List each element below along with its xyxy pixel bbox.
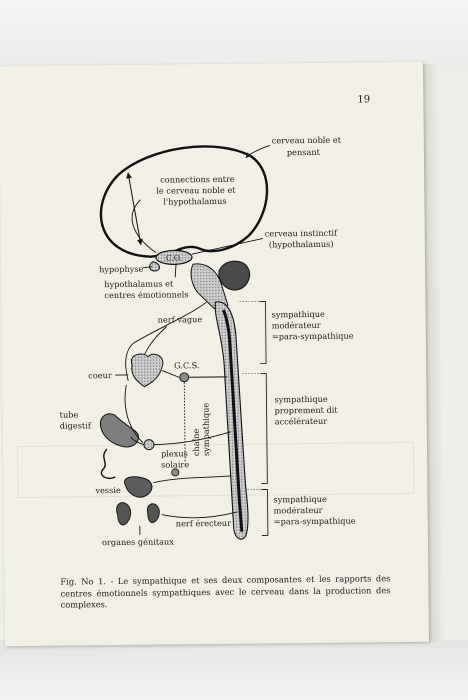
label-gcs: G.C.S. bbox=[174, 360, 200, 371]
label-tube-2: digestif bbox=[59, 420, 91, 431]
background-top bbox=[0, 0, 468, 70]
gcs-ganglion bbox=[180, 373, 189, 382]
caption-prefix: Fig. No 1. bbox=[60, 576, 107, 587]
solar-plexus bbox=[144, 440, 154, 450]
arrow-connections bbox=[128, 173, 141, 245]
label-organes: organes génitaux bbox=[101, 536, 174, 548]
heart-shape bbox=[131, 354, 163, 387]
genital-organ-1 bbox=[116, 502, 130, 525]
figure-caption bbox=[60, 573, 390, 611]
bracket-parasympathetic-bottom bbox=[261, 489, 267, 535]
label-symp-mod-top-2: modérateur bbox=[271, 319, 321, 331]
label-coeur: coeur bbox=[88, 370, 112, 381]
page-number: 19 bbox=[357, 94, 371, 106]
bracket-sympathetic bbox=[260, 373, 267, 483]
label-plexus-1: plexus bbox=[160, 448, 188, 459]
pointer-hypothalamus bbox=[175, 263, 176, 277]
label-symp-mod-bottom-3: =para-sympathique bbox=[273, 515, 356, 527]
label-tube-1: tube bbox=[59, 409, 79, 420]
background-bottom bbox=[0, 640, 468, 700]
label-co: C.O. bbox=[165, 253, 182, 263]
label-connections-3: l'hypothalamus bbox=[163, 195, 227, 207]
label-cerveau-instinctif-2: (hypothalamus) bbox=[268, 238, 334, 250]
caption-text: - Le sympathique et ses deux composantes et les rapports des centres émotionnels sympathiques avec le cerveau dans la production des complexes. bbox=[60, 573, 391, 610]
label-symp-prop-3: accélérateur bbox=[274, 415, 328, 427]
cord-to-bladder bbox=[153, 476, 231, 483]
label-nerf-erecteur: nerf érecteur bbox=[175, 517, 232, 529]
label-plexus-2: solaire bbox=[161, 459, 190, 470]
book-page bbox=[0, 62, 429, 646]
hypophysis-shape bbox=[150, 262, 160, 271]
pointer-co bbox=[192, 238, 263, 254]
label-symp-mod-bottom-2: modérateur bbox=[273, 504, 323, 516]
label-cerveau-noble-2: pensant bbox=[286, 146, 320, 158]
label-hypophyse: hypophyse bbox=[99, 263, 144, 275]
spinal-cord-shape bbox=[215, 301, 248, 539]
label-vessie: vessie bbox=[95, 484, 121, 496]
bladder-shape bbox=[124, 477, 152, 498]
brain-inner-line bbox=[132, 200, 156, 253]
label-hypothalamus-1: hypothalamus et bbox=[104, 278, 174, 290]
label-symp-mod-top-1: sympathique bbox=[271, 308, 325, 320]
gcs-to-heart bbox=[162, 370, 179, 377]
label-symp-mod-top-3: =para-sympathique bbox=[271, 330, 354, 342]
label-hypothalamus-2: centres émotionnels bbox=[104, 289, 189, 301]
bracket-parasympathetic-top bbox=[259, 301, 266, 363]
label-connections-2: le cerveau noble et bbox=[156, 184, 236, 196]
label-symp-prop-1: sympathique bbox=[274, 393, 328, 405]
label-chaine-1: chaîne bbox=[190, 428, 202, 457]
cerebellum-shape bbox=[219, 261, 250, 290]
label-cerveau-instinctif-1: cerveau instinctif bbox=[264, 227, 338, 239]
label-nerf-vague: nerf vague bbox=[157, 314, 203, 325]
nervous-system-diagram bbox=[0, 62, 429, 646]
label-symp-prop-2: proprement dit bbox=[274, 404, 338, 416]
label-cerveau-noble-1: cerveau noble et bbox=[271, 134, 342, 146]
label-chaine-2: sympathique bbox=[200, 402, 212, 457]
label-symp-mod-bottom-1: sympathique bbox=[273, 493, 327, 505]
intestine-coil bbox=[101, 449, 115, 478]
genital-organ-2 bbox=[147, 504, 159, 523]
label-connections-1: connections entre bbox=[160, 173, 235, 185]
chain-ganglion-low bbox=[172, 469, 179, 476]
